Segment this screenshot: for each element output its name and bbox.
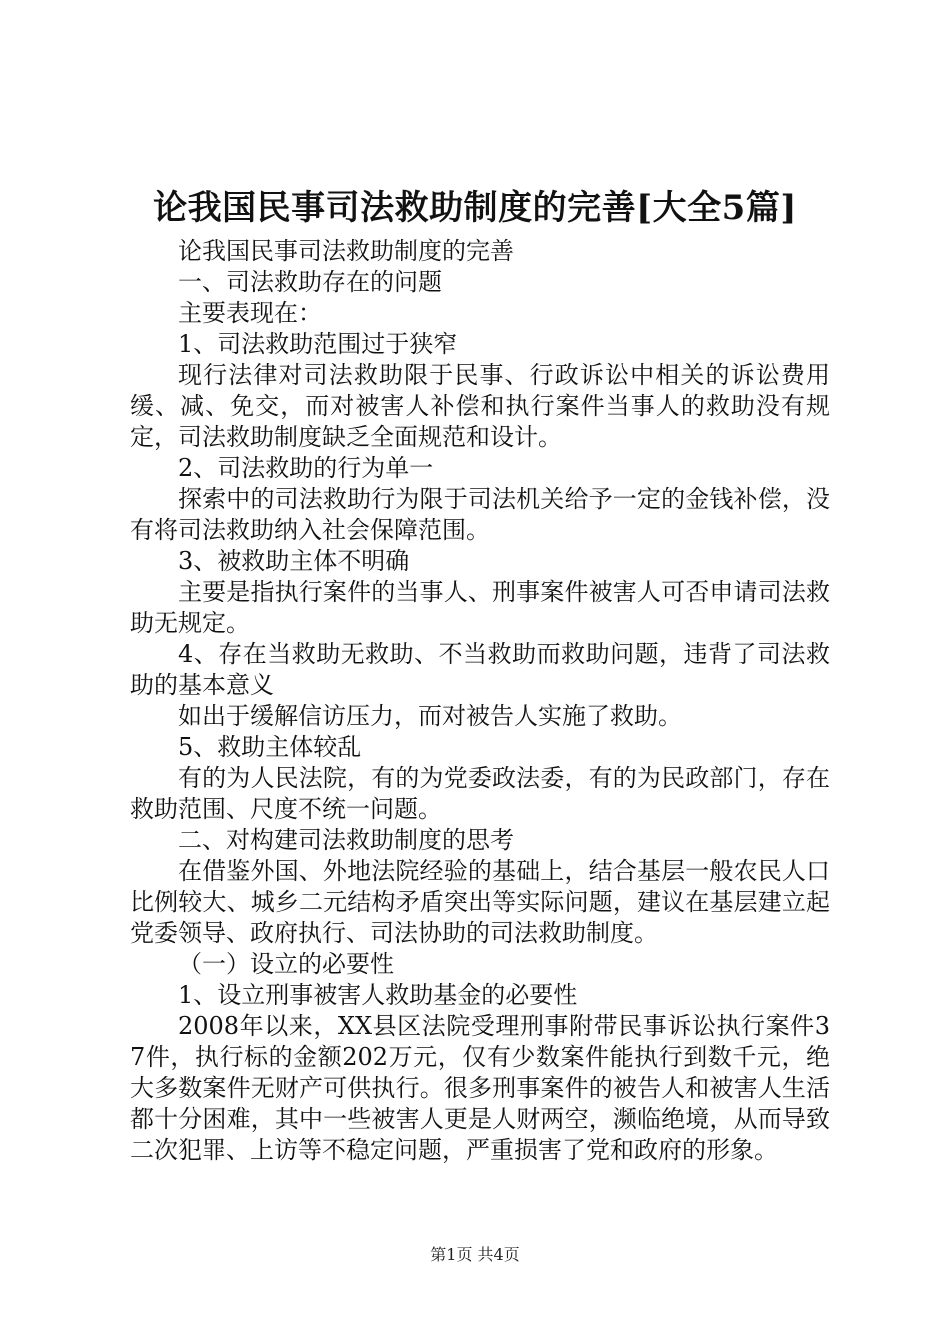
subsection-heading: 2、司法救助的行为单一 [178,454,434,482]
paragraph: 主要是指执行案件的当事人、刑事案件被害人可否申请司法救助无规定。 [130,578,830,637]
paragraph: 探索中的司法救助行为限于司法机关给予一定的金钱补偿，没有将司法救助纳入社会保障范围。 [130,485,830,544]
document-body [130,236,830,1166]
paragraph: 现行法律对司法救助限于民事、行政诉讼中相关的诉讼费用缓、减、免交，而对被害人补偿和执行案件当事人的救助没有规定，司法救助制度缺乏全面规范和设计。 [130,361,830,451]
subsection-heading: 1、司法救助范围过于狭窄 [178,330,458,358]
paragraph: 如出于缓解信访压力，而对被告人实施了救助。 [178,702,682,730]
subsection-heading: 5、救助主体较乱 [178,733,362,761]
page-number: 第1页 共4页 [430,1245,520,1264]
document-title: 论我国民事司法救助制度的完善[大全5篇] [153,188,797,228]
section-heading: 二、对构建司法救助制度的思考 [178,826,514,854]
section-heading: 一、司法救助存在的问题 [178,268,442,296]
subsection-heading: 1、设立刑事被害人救助基金的必要性 [178,981,578,1009]
subsection-heading: 3、被救助主体不明确 [178,547,410,575]
paragraph: 2008年以来，XX县区法院受理刑事附带民事诉讼执行案件37件，执行标的金额202万元，仅有少数案件能执行到数千元，绝大多数案件无财产可供执行。很多刑事案件的被告人和被害人生活都十分困难，其中一些被害人更是人财两空，濒临绝境，从而导致二次犯罪、上访等不稳定问题，严重损害了党和政府的形象。 [130,1012,830,1164]
subsection-heading: （一）设立的必要性 [178,950,394,978]
paragraph: 有的为人民法院，有的为党委政法委，有的为民政部门，存在救助范围、尺度不统一问题。 [130,764,830,823]
paragraph: 主要表现在： [178,299,322,327]
paragraph: 论我国民事司法救助制度的完善 [178,237,514,265]
subsection-heading: 4、存在当救助无救助、不当救助而救助问题，违背了司法救助的基本意义 [130,640,830,699]
paragraph: 在借鉴外国、外地法院经验的基础上，结合基层一般农民人口比例较大、城乡二元结构矛盾突出等实际问题，建议在基层建立起党委领导、政府执行、司法协助的司法救助制度。 [130,857,830,947]
